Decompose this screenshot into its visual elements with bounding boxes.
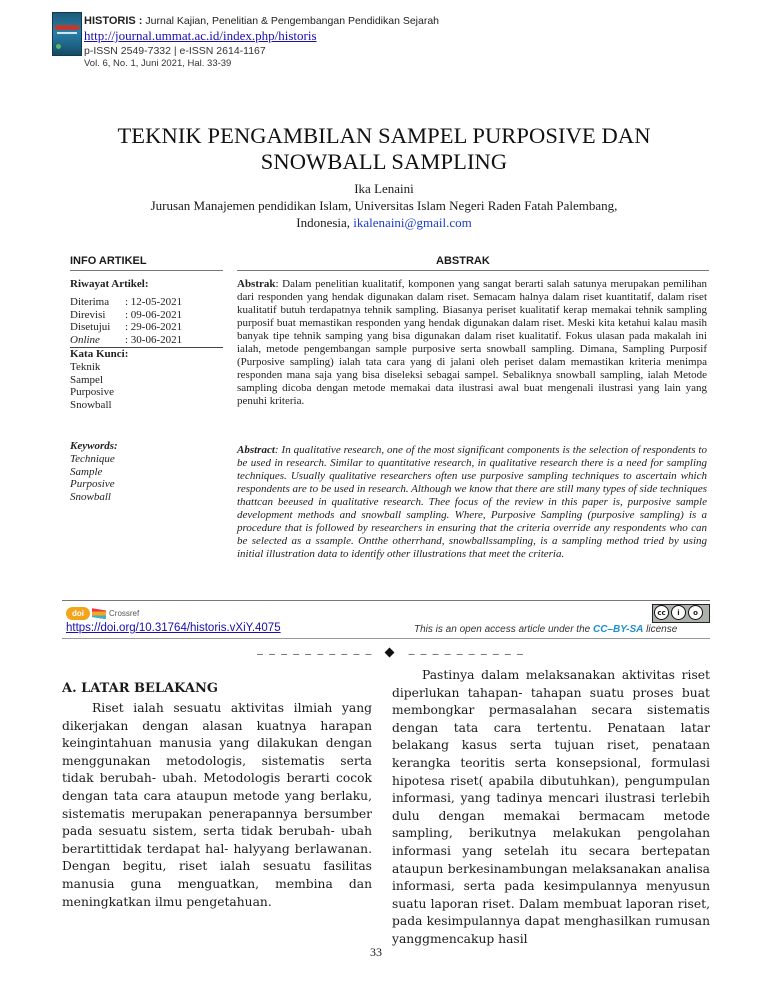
- abstract-indonesian: [237, 278, 707, 408]
- keyword-id-item: Teknik: [70, 360, 101, 373]
- author-affiliation: [60, 197, 708, 231]
- crossref-icon: [92, 608, 106, 619]
- keyword-en-item: Purposive: [70, 478, 115, 491]
- abstract-english: [237, 444, 707, 561]
- date-label-revised: Direvisi: [70, 308, 106, 321]
- author-email-link[interactable]: ikalenaini@gmail.com: [353, 215, 472, 230]
- abstract-id-lead: Abstrak: [237, 278, 276, 290]
- history-label: Riwayat Artikel:: [70, 278, 149, 290]
- abstrak-heading-rule: [237, 270, 709, 271]
- diamond-icon: [385, 648, 395, 658]
- journal-issn: p-ISSN 2549-7332 | e-ISSN 2614-1167: [84, 45, 266, 57]
- article-title: [60, 123, 708, 175]
- keyword-id-item: Purposive: [70, 386, 114, 399]
- keywords-en-label: Keywords:: [70, 440, 118, 452]
- keywords-id: [70, 348, 243, 412]
- article-history: [70, 278, 243, 347]
- journal-name: HISTORIS :: [84, 15, 143, 27]
- date-value-received: : 12-05-2021: [125, 295, 183, 308]
- section-divider: [257, 649, 523, 660]
- date-label-received: Diterima: [70, 295, 110, 308]
- date-value-accepted: : 29-06-2021: [125, 321, 183, 334]
- body-paragraph: Riset ialah sesuatu aktivitas ilmiah yang dikerjakan dengan alasan kuatnya harapan keingintahuan manusia yang dilakukan dengan menggunakan metodologis, sistematis serta tidak berubah- ubah. Metodologis berarti cocok dengan tata cara ataupun metode yang berlaku, sistematis merupakan penerapannya bersumber pada sesuatu sistem, serta tidak berubah- ubah berartittidak terdapat hal- halyyang berlawanan. Dengan begitu, riset ialah sesuatu fasilitas manusia guna menguatkan, membina dan meningkatkan ilmu pengetahuan.: [62, 701, 372, 909]
- keyword-en-item: Technique: [70, 452, 115, 465]
- affiliation-country: Indonesia,: [296, 215, 354, 230]
- history-dates: [70, 296, 243, 347]
- keywords-en: [70, 440, 243, 504]
- abstrak-heading: ABSTRAK: [436, 255, 490, 267]
- date-value-online: : 30-06-2021: [125, 334, 183, 347]
- section-title-latar-belakang: A. LATAR BELAKANG: [62, 681, 218, 696]
- keyword-en-item: Sample: [70, 465, 103, 478]
- abstract-en-lead: Abstract: [237, 444, 275, 456]
- title-line-1: TEKNIK PENGAMBILAN SAMPEL PURPOSIVE DAN: [117, 123, 651, 148]
- license-statement: [414, 624, 677, 635]
- journal-header: [84, 15, 439, 27]
- keyword-id-item: Sampel: [70, 373, 103, 386]
- journal-volume: Vol. 6, No. 1, Juni 2021, Hal. 33-39: [84, 58, 232, 69]
- page-number: 33: [370, 945, 382, 959]
- cc-by-sa-badge[interactable]: [652, 604, 710, 623]
- abstract-en-text: : In qualitative research, one of the most significant components is the selection of respondents to be used in research. Similar to quantitative research, in qualitative research there is a need for sampling techniques. Usually qualitative researchers often use purposive sampling techniques to ascertain which respondents are to be used in research. Although we know that there are still many types of side techniques thattcan beeused in qualitative research. Thee focus of the review in this paper is, purposive sample development methods and snowball sampling. Where, Purposive Sampling (purposive sampling) is a procedure that is followed by researchers in ensuring that the criteria override any respondents who can be selected as a ssample. Ontthe otherrhand, snowballssampling, is a sampling method tried by using initial illustration data to identify other illustrations that meet the criteria.: [237, 444, 707, 560]
- doi-icon: doi: [66, 607, 90, 620]
- date-label-accepted: Disetujui: [70, 321, 111, 334]
- crossref-logo: [66, 605, 139, 623]
- journal-subtitle: Jurnal Kajian, Penelitian & Pengembangan Pendidikan Sejarah: [145, 15, 440, 27]
- license-link[interactable]: CC–BY-SA: [592, 624, 644, 635]
- license-prefix: This is an open access article under the: [414, 624, 593, 635]
- doi-link[interactable]: https://doi.org/10.31764/historis.vXiY.4075: [66, 622, 281, 634]
- date-label-online: Online: [70, 334, 100, 347]
- sa-sharealike-icon: o: [688, 605, 703, 620]
- cc-icon: cc: [654, 605, 669, 620]
- meta-top-rule: [62, 600, 710, 601]
- abstract-id-text: : Dalam penelitian kualitatif, komponen yang sangat berarti salah satunya merupakan pemilihan dari responden yang hendak digunakan dalam riset. Semacam halnya dalam riset kuantitatif, dalam riset kualitatif butuh terdapatnya tehnik sampling. Biasanya periset kualitatif kerap memakai tehnik sampling purposif buat memastikan responden yang hendak digunakan dalam riset. Meski kita ketahui kalau masih banyak tipe tehnik samping yang bisa digunakan dalam riset kualitatif. Fokus ulasan pada makalah ini ialah, metode pengembangan sample purposive serta snowball sampling. Dimana, Sampling Purposif (Purposive sampling) ialah tata cara yang di jalani oleh periset dalam memastikan kriteria menimpa responden mana saja yang bisa diseleksi sebagai sampel. Sebaliknya snowball sampling, ialah Metode sampling dicoba dengan metode memakai data ilustrasi awal buat mengenali ilustrasi yang lain yang penuhi kriteria.: [237, 278, 707, 407]
- keyword-id-item: Snowball: [70, 399, 112, 412]
- body-paragraph: Pastinya dalam melaksanakan aktivitas riset diperlukan tahapan- tahapan suatu proses buat membongkar permasalahan secara sistematis dengan tata cara tertentu. Penataan latar belakang kasus serta tujuan riset, penataan kerangka teoritis serta konsepsional, formulasi hipotesa riset( apabila dibutuhkan), pengumpulan informasi, yang tadinya mencari ilustrasi terlebih dulu dengan memakai bermacam metode sampling, berikutnya melakukan pengolahan informasi yang setelah itu secara bertepatan ataupun berkesinambungan melaksanakan analisa informasi, serta pada kesimpulannya menyusun suatu laporan riset. Dalam membuat laporan riset, pada kesimpulannya dapat menghasilkan rumusan yanggmencakup hasil: [392, 668, 710, 946]
- body-right-column: [392, 667, 710, 949]
- title-line-2: SNOWBALL SAMPLING: [260, 149, 508, 174]
- date-value-revised: : 09-06-2021: [125, 308, 183, 321]
- divider-dashes-left: – – – – – – – – – –: [257, 649, 372, 660]
- journal-cover-thumbnail: [52, 12, 82, 56]
- meta-bottom-rule: [62, 638, 710, 639]
- affiliation-line-1: Jurusan Manajemen pendidikan Islam, Universitas Islam Negeri Raden Fatah Palembang,: [150, 198, 618, 213]
- body-left-column: [62, 700, 372, 911]
- author-name: Ika Lenaini: [354, 181, 414, 196]
- info-heading-rule: [70, 270, 223, 271]
- divider-dashes-right: – – – – – – – – – –: [408, 649, 523, 660]
- by-attribution-icon: i: [671, 605, 686, 620]
- license-suffix: license: [643, 624, 678, 635]
- info-artikel-heading: INFO ARTIKEL: [70, 255, 147, 267]
- journal-url-link[interactable]: http://journal.ummat.ac.id/index.php/historis: [84, 28, 317, 43]
- keyword-en-item: Snowball: [70, 491, 111, 504]
- keywords-id-label: Kata Kunci:: [70, 348, 129, 360]
- crossref-label: Crossref: [109, 609, 140, 619]
